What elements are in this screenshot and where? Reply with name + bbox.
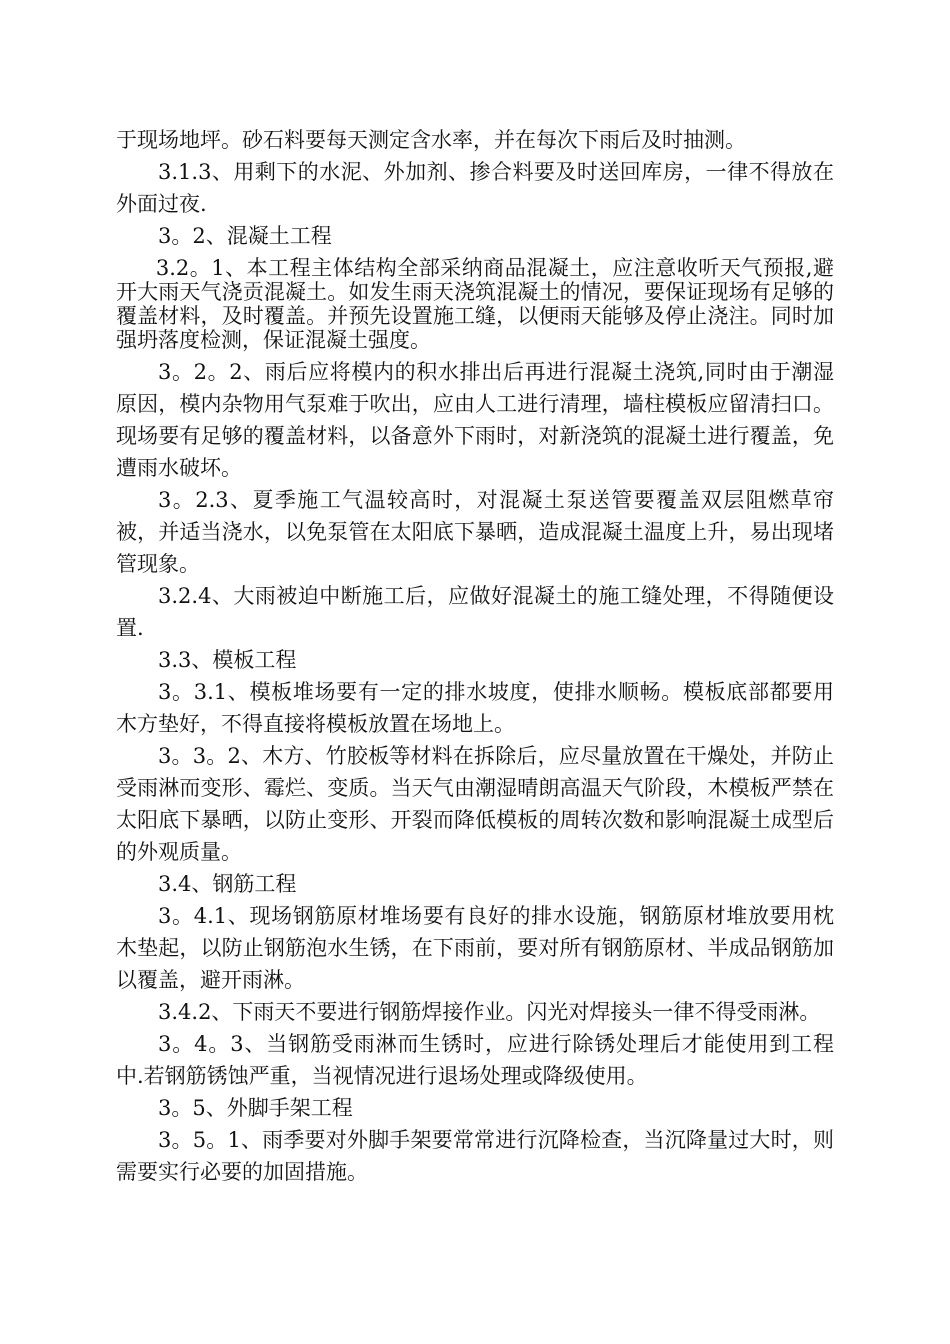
paragraph-3-5-1: 3。5。1、雨季要对外脚手架要常常进行沉降检查，当沉降量过大时，则需要实行必要的加固措施。 bbox=[116, 1128, 834, 1184]
section-heading-3-3: 3.3、模板工程 bbox=[158, 648, 297, 672]
paragraph-3-2-2: 3。2。2、雨后应将模内的积水排出后再进行混凝土浇筑,同时由于潮湿原因，模内杂物用气泵难于吹出，应由人工进行清理，墙柱模板应留清扫口。现场要有足够的覆盖材料，以备意外下雨时，对新浇筑的混凝土进行覆盖，免遭雨水破坏。 bbox=[116, 360, 834, 480]
paragraph-3-2-4: 3.2.4、大雨被迫中断施工后，应做好混凝土的施工缝处理，不得随便设置. bbox=[116, 584, 834, 640]
paragraph-3-3-2: 3。3。2、木方、竹胶板等材料在拆除后，应尽量放置在干燥处，并防止受雨淋而变形、霉烂、变质。当天气由潮湿晴朗高温天气阶段，木模板严禁在太阳底下暴晒，以防止变形、开裂而降低模板的周转次数和影响混凝土成型后的外观质量。 bbox=[116, 744, 834, 864]
paragraph-3-2-1: 3.2。1、本工程主体结构全部采纳商品混凝土，应注意收听天气预报,避开大雨天气浇贡混凝土。如发生雨天浇筑混凝土的情况，要保证现场有足够的覆盖材料，及时覆盖。并预先设置施工缝，以便雨天能够及停止浇注。同时加强坍落度检测，保证混凝土强度。 bbox=[116, 256, 834, 352]
paragraph-3-1-3: 3.1.3、用剩下的水泥、外加剂、掺合料要及时送回库房，一律不得放在外面过夜. bbox=[116, 160, 834, 216]
section-heading-3-2: 3。2、混凝土工程 bbox=[158, 224, 332, 248]
section-heading-3-5: 3。5、外脚手架工程 bbox=[158, 1096, 353, 1120]
document-body bbox=[116, 124, 834, 1188]
paragraph-continued: 于现场地坪。砂石料要每天测定含水率，并在每次下雨后及时抽测。 bbox=[116, 128, 746, 152]
paragraph-3-2-3: 3。2.3、夏季施工气温较高时，对混凝土泵送管要覆盖双层阻燃草帘被，并适当浇水，以免泵管在太阳底下暴晒，造成混凝土温度上升，易出现堵管现象。 bbox=[116, 488, 834, 576]
paragraph-3-4-3: 3。4。3、当钢筋受雨淋而生锈时，应进行除锈处理后才能使用到工程中.若钢筋锈蚀严重，当视情况进行退场处理或降级使用。 bbox=[116, 1032, 834, 1088]
section-heading-3-4: 3.4、钢筋工程 bbox=[158, 872, 297, 896]
paragraph-3-4-1: 3。4.1、现场钢筋原材堆场要有良好的排水设施，钢筋原材堆放要用枕木垫起，以防止钢筋泡水生锈，在下雨前，要对所有钢筋原材、半成品钢筋加以覆盖，避开雨淋。 bbox=[116, 904, 834, 992]
paragraph-3-3-1: 3。3.1、模板堆场要有一定的排水坡度，使排水顺畅。模板底部都要用木方垫好，不得直接将模板放置在场地上。 bbox=[116, 680, 834, 736]
paragraph-3-4-2: 3.4.2、下雨天不要进行钢筋焊接作业。闪光对焊接头一律不得受雨淋。 bbox=[158, 1000, 821, 1024]
